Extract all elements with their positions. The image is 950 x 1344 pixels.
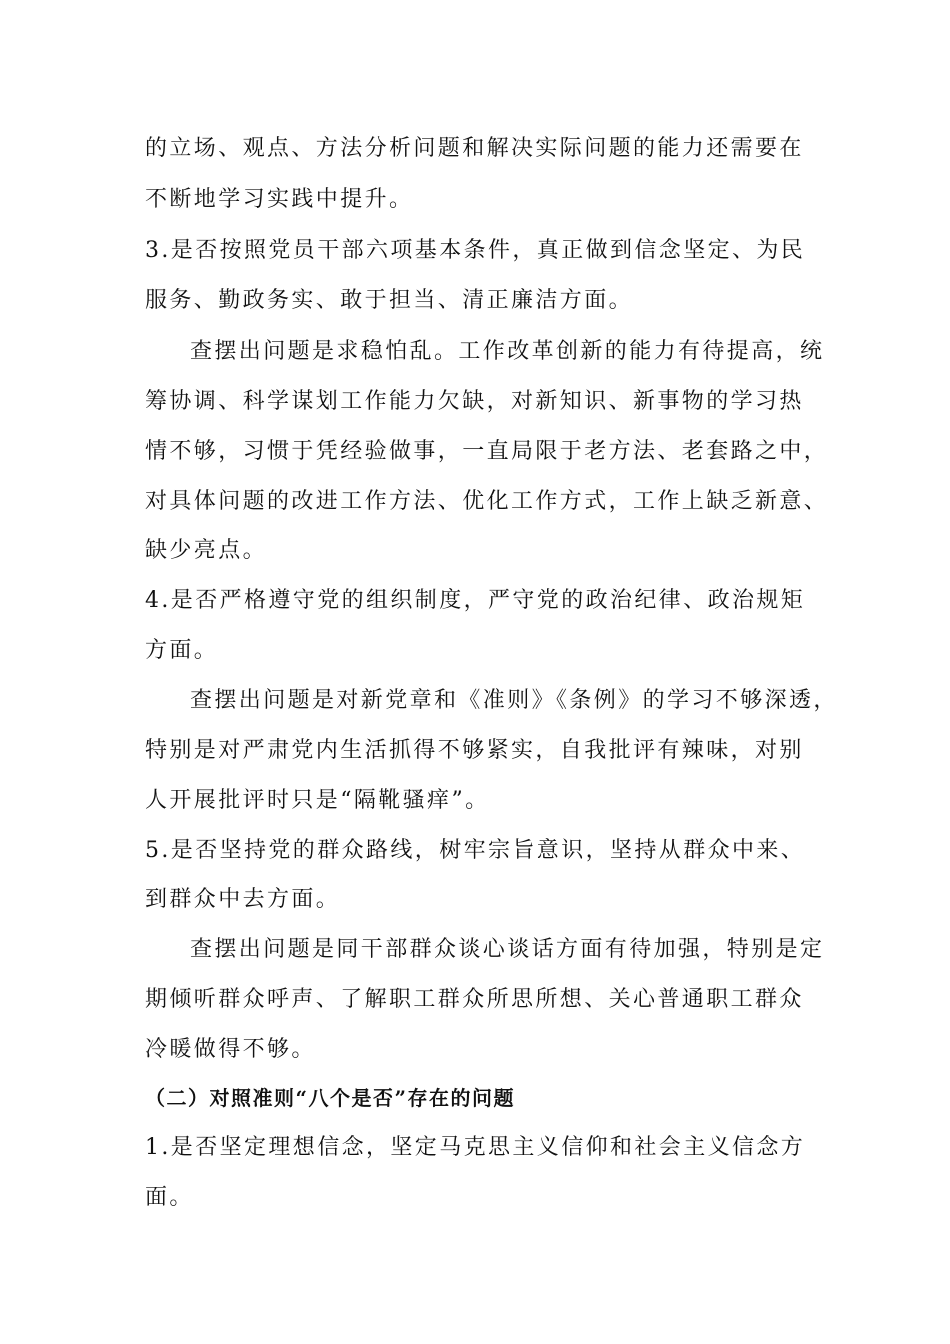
text-line: 4.是否严格遵守党的组织制度，严守党的政治纪律、政治规矩 — [145, 588, 806, 613]
text-line: 不断地学习实践中提升。 — [145, 187, 414, 212]
text-line: 服务、勤政务实、敢于担当、清正廉洁方面。 — [145, 288, 634, 313]
text-line: 筹协调、科学谋划工作能力欠缺，对新知识、新事物的学习热 — [145, 389, 804, 414]
text-line: 查摆出问题是求稳怕乱。工作改革创新的能力有待提高，统 — [190, 339, 825, 364]
text-line: 的立场、观点、方法分析问题和解决实际问题的能力还需要在 — [145, 136, 804, 161]
text-line: 面。 — [145, 1185, 194, 1210]
text-line: 对具体问题的改进工作方法、优化工作方式，工作上缺乏新意、 — [145, 489, 829, 514]
text-line: 到群众中去方面。 — [145, 887, 341, 912]
text-line: 1.是否坚定理想信念，坚定马克思主义信仰和社会主义信念方 — [145, 1135, 806, 1160]
text-line: 情不够，习惯于凭经验做事，一直局限于老方法、老套路之中， — [145, 439, 829, 464]
text-line: 查摆出问题是同干部群众谈心谈话方面有待加强，特别是定 — [190, 937, 825, 962]
text-line: 人开展批评时只是“隔靴骚痒”。 — [145, 788, 490, 813]
text-line: 特别是对严肃党内生活抓得不够紧实，自我批评有辣味，对别 — [145, 738, 804, 763]
text-line: 期倾听群众呼声、了解职工群众所思所想、关心普通职工群众 — [145, 987, 804, 1012]
text-line: 查摆出问题是对新党章和《准则》《条例》的学习不够深透， — [190, 688, 838, 713]
section-heading: （二）对照准则“八个是否”存在的问题 — [145, 1086, 516, 1110]
text-line: 冷暖做得不够。 — [145, 1037, 316, 1062]
text-line: 方面。 — [145, 638, 219, 663]
text-line: 5.是否坚持党的群众路线，树牢宗旨意识，坚持从群众中来、 — [145, 838, 806, 863]
text-line: 缺少亮点。 — [145, 538, 268, 563]
text-line: 3.是否按照党员干部六项基本条件，真正做到信念坚定、为民 — [145, 238, 806, 263]
